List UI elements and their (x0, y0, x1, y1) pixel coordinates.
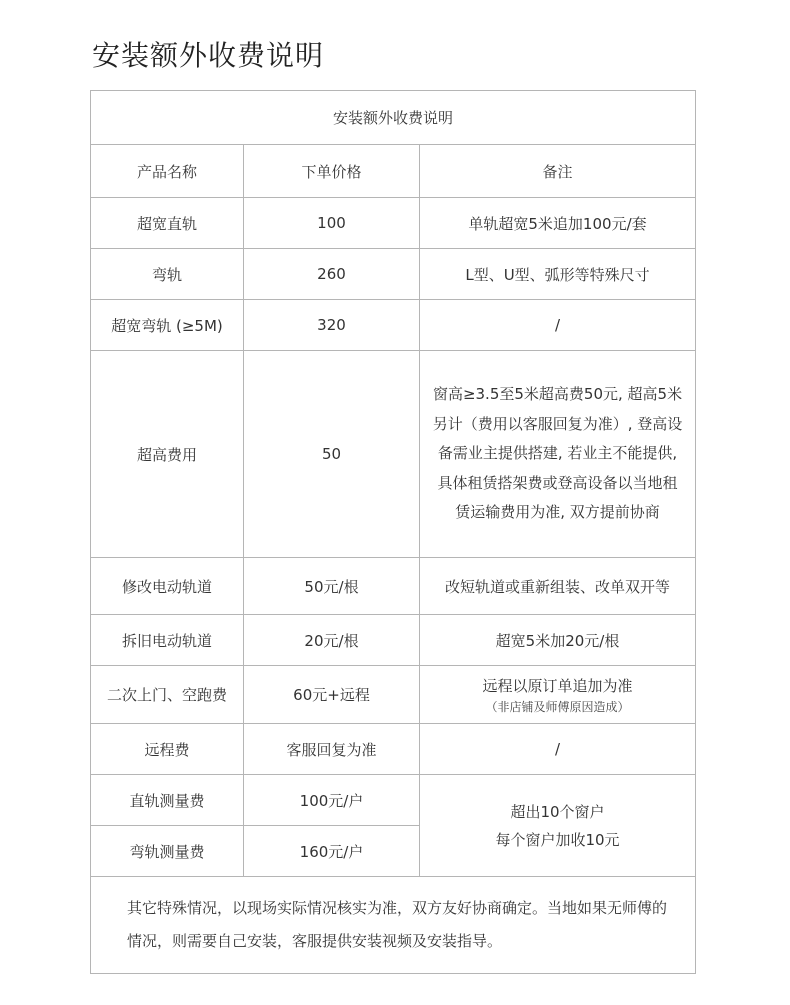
table-row (91, 775, 696, 826)
table-row (91, 351, 696, 558)
price-cell: 50元/根 (244, 558, 420, 615)
table-row (91, 724, 696, 775)
note-cell (420, 666, 696, 724)
measure-note-line1: 超出10个窗户 (510, 802, 605, 821)
table-row (91, 615, 696, 666)
product-name-cell: 远程费 (91, 724, 244, 775)
product-name-cell: 拆旧电动轨道 (91, 615, 244, 666)
note-cell: / (420, 300, 696, 351)
table-footer-row (91, 877, 696, 974)
note-cell: 单轨超宽5米追加100元/套 (420, 198, 696, 249)
table-row (91, 666, 696, 724)
table-row (91, 300, 696, 351)
measure-note-cell (420, 775, 696, 877)
page-title: 安装额外收费说明 (92, 39, 325, 72)
price-cell: 50 (244, 351, 420, 558)
note-cell: L型、U型、弧形等特殊尺寸 (420, 249, 696, 300)
header-product-name: 产品名称 (91, 145, 244, 198)
product-name-cell: 弯轨测量费 (91, 826, 244, 877)
note-cell: 超宽5米加20元/根 (420, 615, 696, 666)
price-cell: 20元/根 (244, 615, 420, 666)
product-name-cell: 弯轨 (91, 249, 244, 300)
table-header-row (91, 145, 696, 198)
note-cell: 改短轨道或重新组装、改单双开等 (420, 558, 696, 615)
note-cell: 窗高≥3.5至5米超高费50元, 超高5米另计（费用以客服回复为准）, 登高设备需业主提供搭建, 若业主不能提供,具体租赁搭架费或登高设备以当地租赁运输费用为准, 双方提前协商 (420, 351, 696, 558)
table-caption-row (91, 91, 696, 145)
product-name-cell: 超宽直轨 (91, 198, 244, 249)
price-cell: 100 (244, 198, 420, 249)
price-cell: 260 (244, 249, 420, 300)
note-sub-text: （非店铺及师傅原因造成） (485, 699, 630, 714)
product-name-cell: 超高费用 (91, 351, 244, 558)
header-order-price: 下单价格 (244, 145, 420, 198)
header-note: 备注 (420, 145, 696, 198)
note-cell: / (420, 724, 696, 775)
price-cell: 客服回复为准 (244, 724, 420, 775)
product-name-cell: 修改电动轨道 (91, 558, 244, 615)
product-name-cell: 二次上门、空跑费 (91, 666, 244, 724)
measure-note-line2: 每个窗户加收10元 (495, 830, 620, 849)
table-row (91, 558, 696, 615)
price-cell: 60元+远程 (244, 666, 420, 724)
table-caption: 安装额外收费说明 (91, 91, 696, 145)
table-row (91, 198, 696, 249)
price-cell: 320 (244, 300, 420, 351)
footer-note: 其它特殊情况，以现场实际情况核实为准，双方友好协商确定。当地如果无师傅的情况，则需要自己安装，客服提供安装视频及安装指导。 (91, 877, 696, 974)
product-name-cell: 超宽弯轨 (≥5M) (91, 300, 244, 351)
fee-table (90, 90, 696, 974)
price-cell: 100元/户 (244, 775, 420, 826)
note-main-text: 远程以原订单追加为准 (482, 676, 633, 695)
product-name-cell: 直轨测量费 (91, 775, 244, 826)
table-row (91, 249, 696, 300)
price-cell: 160元/户 (244, 826, 420, 877)
